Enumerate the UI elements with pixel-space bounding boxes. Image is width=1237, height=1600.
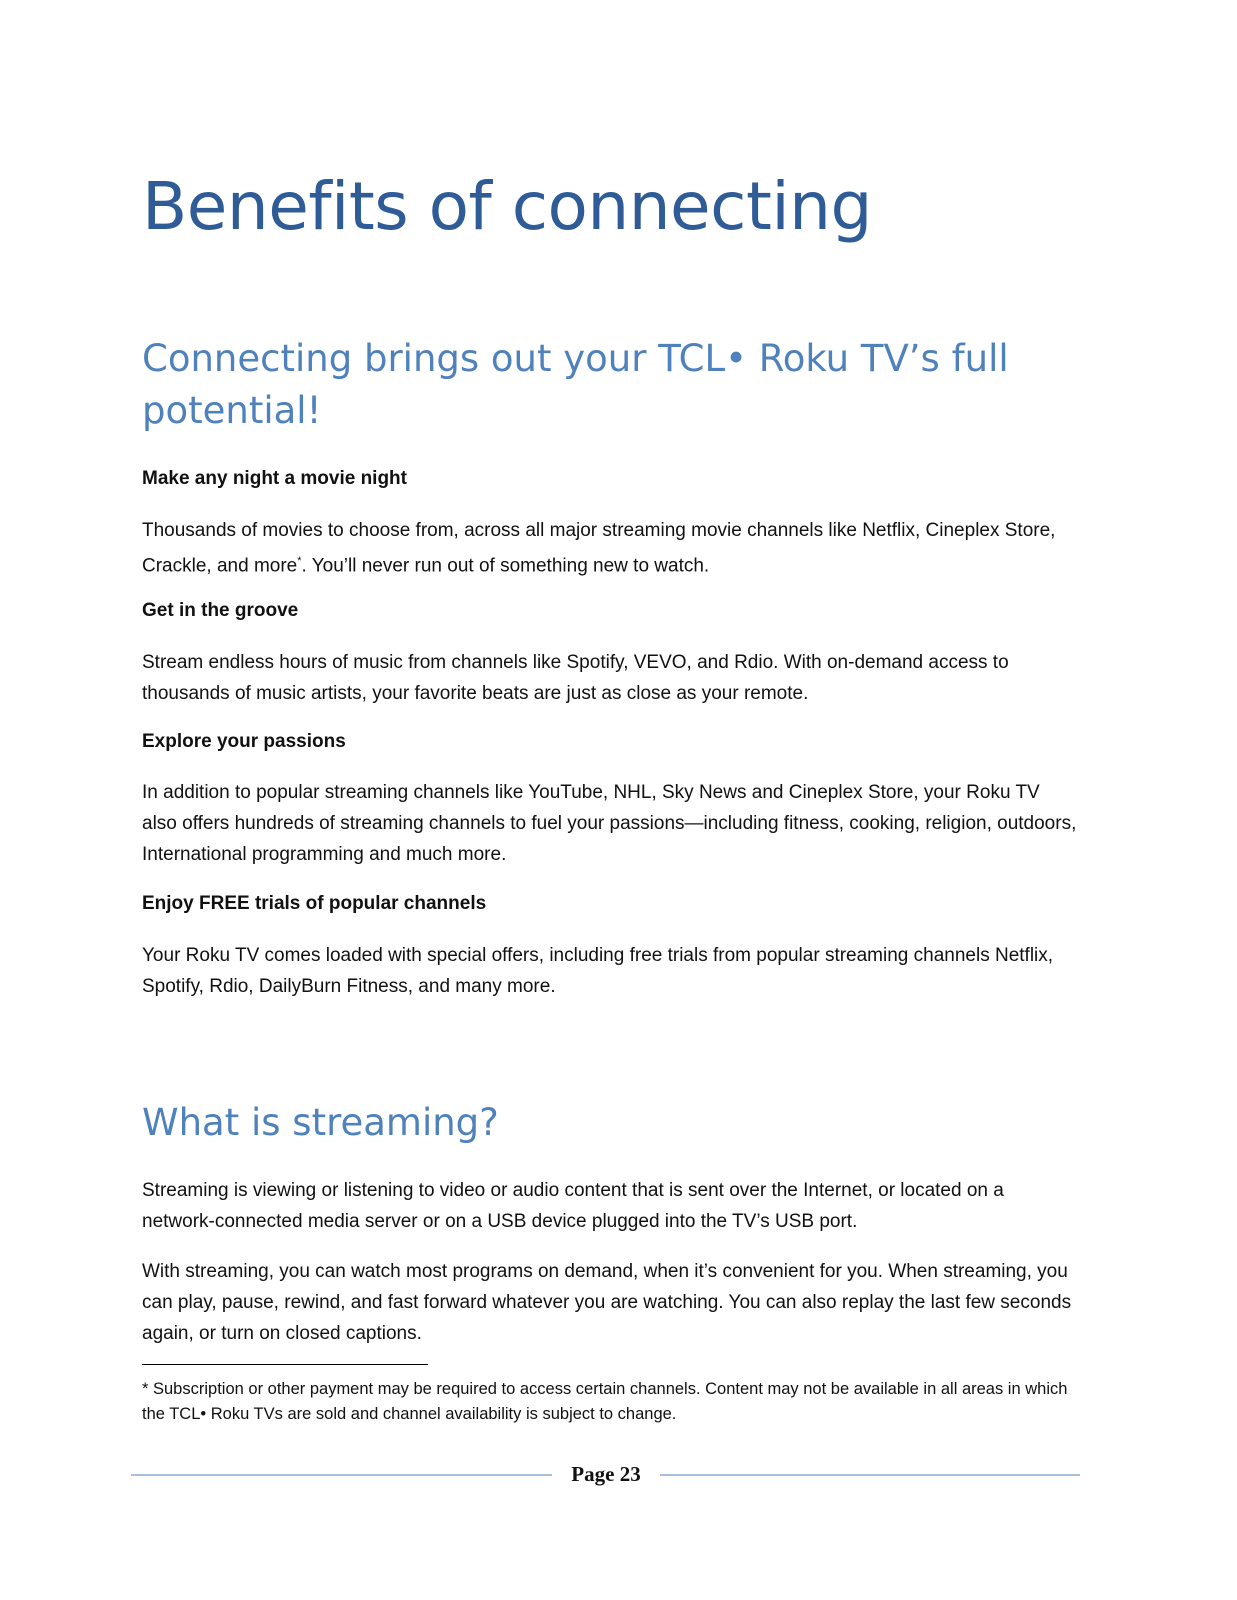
footer-rule-right [660,1474,1080,1476]
paragraph-streaming-benefits: With streaming, you can watch most programs on demand, when it’s convenient for you. When streaming, you can play, pause, rewind, and fast forward whatever you are watching. You can also replay the last few seconds again, or turn on closed captions. [142,1261,1072,1344]
footnote-text: * Subscription or other payment may be required to access certain channels. Content may not be available in all areas in which the TCL• Roku TVs are sold and channel availability is subject to change. [142,1380,1068,1423]
paragraph-movie-night [142,515,1077,581]
page-number: Page 23 [571,1462,641,1486]
subheading-free-trials: Enjoy FREE trials of popular channels [142,893,487,914]
footnote-separator [142,1364,428,1365]
section-heading-connecting: Connecting brings out your TCL• Roku TV’s full potential! [142,337,1009,432]
subheading-movie-night: Make any night a movie night [142,468,407,489]
subheading-passions: Explore your passions [142,731,346,752]
subheading-groove: Get in the groove [142,600,299,621]
paragraph-passions: In addition to popular streaming channels like YouTube, NHL, Sky News and Cineplex Store, your Roku TV also offers hundreds of streaming channels to fuel your passions—including fitness, cooking, religion, outdoors, International programming and much more. [142,782,1077,865]
page-title: Benefits of connecting [142,168,872,245]
paragraph-movie-night-text-end: . You’ll never run out of something new to watch. [301,555,710,577]
paragraph-free-trials: Your Roku TV comes loaded with special offers, including free trials from popular streaming channels Netflix, Spotify, Rdio, DailyBurn Fitness, and many more. [142,945,1054,997]
section-heading-streaming: What is streaming? [142,1101,499,1144]
paragraph-movie-night-text: Thousands of movies to choose from, across all major streaming movie channels like Netflix, Cineplex Store, Crackle, and more [142,520,1056,577]
paragraph-groove: Stream endless hours of music from channels like Spotify, VEVO, and Rdio. With on-demand access to thousands of music artists, your favorite beats are just as close as your remote. [142,652,1009,704]
footer-rule-left [131,1474,552,1476]
paragraph-streaming-definition: Streaming is viewing or listening to video or audio content that is sent over the Internet, or located on a network-connected media server or on a USB device plugged into the TV’s USB port. [142,1180,1004,1232]
footnote-marker: * [297,555,302,567]
